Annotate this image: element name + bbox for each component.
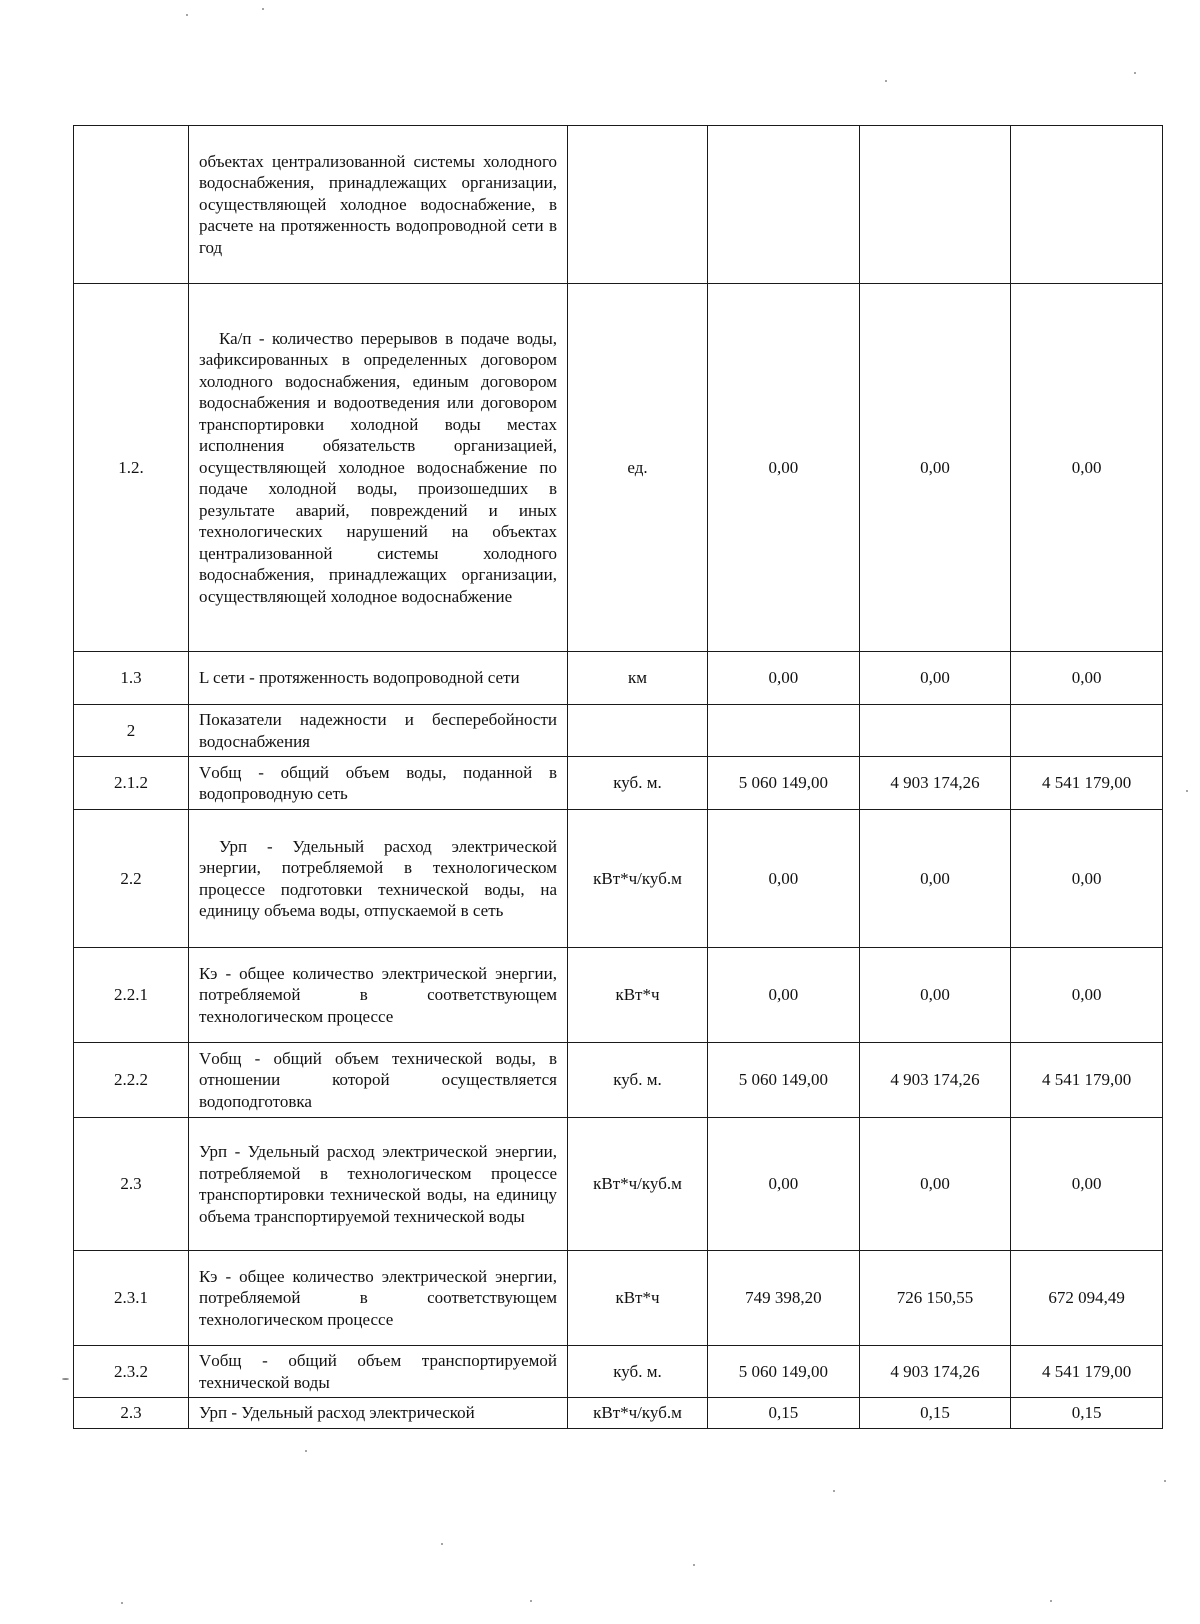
row-value-2: 4 903 174,26 <box>859 1043 1011 1118</box>
row-number <box>74 126 189 284</box>
scan-speck <box>186 14 188 16</box>
row-value-2: 726 150,55 <box>859 1251 1011 1346</box>
table-row <box>74 757 1163 810</box>
row-value-2: 0,15 <box>859 1398 1011 1429</box>
table-row <box>74 284 1163 652</box>
row-value-2: 0,00 <box>859 1118 1011 1251</box>
row-unit: куб. м. <box>568 757 708 810</box>
row-number: 2.2.2 <box>74 1043 189 1118</box>
table-row <box>74 810 1163 948</box>
row-description: L сети - протяженность водопроводной сети <box>189 652 568 705</box>
row-description: объектах централизованной системы холодного водоснабжения, принадлежащих организации, осуществляющей холодное водоснабжение, в расчете на протяженность водопроводной сети в год <box>189 126 568 284</box>
row-unit: кВт*ч/куб.м <box>568 1398 708 1429</box>
row-unit <box>568 705 708 757</box>
row-description: Vобщ - общий объем транспортируемой технической воды <box>189 1346 568 1398</box>
scan-speck <box>305 1450 307 1452</box>
scan-speck <box>121 1602 123 1604</box>
row-value-1: 0,15 <box>708 1398 860 1429</box>
row-value-2 <box>859 705 1011 757</box>
row-number: 1.3 <box>74 652 189 705</box>
scan-speck <box>62 1378 69 1380</box>
row-description: Показатели надежности и бесперебойности водоснабжения <box>189 705 568 757</box>
row-number: 2.3.1 <box>74 1251 189 1346</box>
scan-speck <box>1050 1600 1052 1602</box>
row-unit: кВт*ч <box>568 948 708 1043</box>
indicators-table <box>73 125 1163 1429</box>
table-row <box>74 126 1163 284</box>
row-description-text: Урп - Удельный расход электрической энергии, потребляемой в технологическом процессе подготовки технической воды, на единицу объема воды, отпускаемой в сеть <box>199 836 557 920</box>
row-value-3 <box>1011 126 1163 284</box>
row-value-1: 5 060 149,00 <box>708 1043 860 1118</box>
row-value-3: 0,00 <box>1011 652 1163 705</box>
scan-speck <box>1186 790 1188 792</box>
row-value-3: 4 541 179,00 <box>1011 1346 1163 1398</box>
row-unit: км <box>568 652 708 705</box>
row-value-3: 0,00 <box>1011 1118 1163 1251</box>
row-value-3: 0,00 <box>1011 810 1163 948</box>
row-description: Урп - Удельный расход электрической <box>189 1398 568 1429</box>
scan-speck <box>1164 1480 1166 1482</box>
scan-speck <box>441 1543 443 1545</box>
row-value-1: 0,00 <box>708 948 860 1043</box>
row-unit: куб. м. <box>568 1346 708 1398</box>
row-number: 2.3 <box>74 1398 189 1429</box>
row-number: 2.2.1 <box>74 948 189 1043</box>
scan-speck <box>1134 72 1136 74</box>
row-value-1: 5 060 149,00 <box>708 1346 860 1398</box>
row-value-3: 672 094,49 <box>1011 1251 1163 1346</box>
row-value-1: 749 398,20 <box>708 1251 860 1346</box>
row-unit: кВт*ч/куб.м <box>568 1118 708 1251</box>
row-number: 1.2. <box>74 284 189 652</box>
row-value-1: 0,00 <box>708 652 860 705</box>
scan-speck <box>262 8 264 10</box>
row-value-2: 4 903 174,26 <box>859 1346 1011 1398</box>
row-number: 2.1.2 <box>74 757 189 810</box>
row-value-3: 4 541 179,00 <box>1011 1043 1163 1118</box>
row-description: Vобщ - общий объем технической воды, в отношении которой осуществляется водоподготовка <box>189 1043 568 1118</box>
row-value-2: 0,00 <box>859 652 1011 705</box>
row-value-2: 0,00 <box>859 948 1011 1043</box>
row-value-2 <box>859 126 1011 284</box>
row-description: Vобщ - общий объем воды, поданной в водопроводную сеть <box>189 757 568 810</box>
row-description: Кэ - общее количество электрической энергии, потребляемой в соответствующем технологическом процессе <box>189 1251 568 1346</box>
row-unit: кВт*ч/куб.м <box>568 810 708 948</box>
row-value-2: 0,00 <box>859 810 1011 948</box>
table-row <box>74 1251 1163 1346</box>
row-value-2: 4 903 174,26 <box>859 757 1011 810</box>
row-number: 2.3 <box>74 1118 189 1251</box>
row-value-1: 0,00 <box>708 810 860 948</box>
row-description: Кэ - общее количество электрической энергии, потребляемой в соответствующем технологическом процессе <box>189 948 568 1043</box>
row-value-3: 0,00 <box>1011 284 1163 652</box>
row-value-1: 0,00 <box>708 284 860 652</box>
table-row <box>74 705 1163 757</box>
row-value-2: 0,00 <box>859 284 1011 652</box>
row-number: 2.2 <box>74 810 189 948</box>
row-value-1 <box>708 705 860 757</box>
row-value-3 <box>1011 705 1163 757</box>
table-row <box>74 1398 1163 1429</box>
row-description-text: Ка/п - количество перерывов в подаче воды, зафиксированных в определенных договором холодного водоснабжения, единым договором водоснабжения и водоотведения или договором транспортировки холодной воды местах исполнения обязательств организацией, осуществляющей холодное водоснабжение по подаче холодной воды, произошедших в результате аварий, повреждений и иных технологических нарушений на объектах централизованной системы холодного водоснабжения, принадлежащих организации, осуществляющей холодное водоснабжение <box>199 328 557 606</box>
row-unit: куб. м. <box>568 1043 708 1118</box>
scan-speck <box>530 1600 532 1602</box>
row-description: Урп - Удельный расход электрической энергии, потребляемой в технологическом процессе транспортировки технической воды, на единицу объема транспортируемой технической воды <box>189 1118 568 1251</box>
table-row <box>74 948 1163 1043</box>
row-number: 2 <box>74 705 189 757</box>
table-row <box>74 652 1163 705</box>
row-description <box>189 810 568 948</box>
row-value-3: 0,00 <box>1011 948 1163 1043</box>
row-value-3: 0,15 <box>1011 1398 1163 1429</box>
row-value-1: 0,00 <box>708 1118 860 1251</box>
row-unit <box>568 126 708 284</box>
scan-speck <box>693 1564 695 1566</box>
row-description <box>189 284 568 652</box>
table-row <box>74 1118 1163 1251</box>
row-number: 2.3.2 <box>74 1346 189 1398</box>
row-value-3: 4 541 179,00 <box>1011 757 1163 810</box>
table-row <box>74 1043 1163 1118</box>
row-value-1: 5 060 149,00 <box>708 757 860 810</box>
table-row <box>74 1346 1163 1398</box>
row-unit: ед. <box>568 284 708 652</box>
row-value-1 <box>708 126 860 284</box>
scan-speck <box>885 80 887 82</box>
row-unit: кВт*ч <box>568 1251 708 1346</box>
scan-speck <box>833 1490 835 1492</box>
